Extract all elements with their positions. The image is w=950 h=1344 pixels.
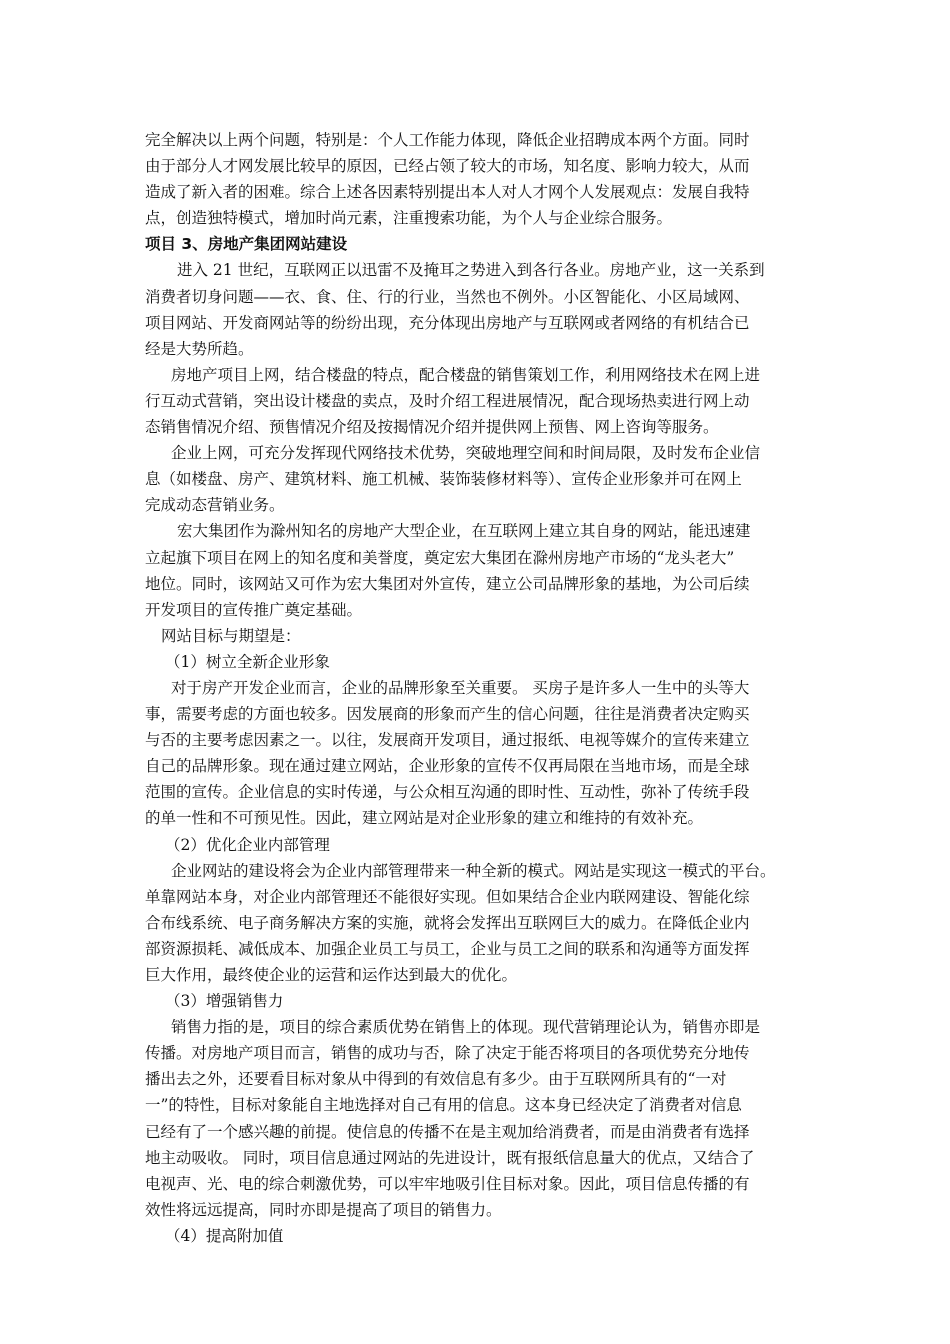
text-line: 完全解决以上两个问题，特别是：个人工作能力体现，降低企业招聘成本两个方面。同时 xyxy=(145,131,750,149)
text-line: 的单一性和不可预见性。因此，建立网站是对企业形象的建立和维持的有效补充。 xyxy=(145,809,704,828)
text-line: 企业上网，可充分发挥现代网络技术优势，突破地理空间和时间局限，及时发布企业信 xyxy=(171,444,761,463)
text-line: 效性将远远提高，同时亦即是提高了项目的销售力。 xyxy=(145,1200,502,1219)
text-line: 开发项目的宣传推广奠定基础。 xyxy=(145,600,363,619)
text-line: 单靠网站本身，对企业内部管理还不能很好实现。但如果结合企业内联网建设、智能化综 xyxy=(145,887,750,906)
text-line: 已经有了一个感兴趣的前提。使信息的传播不在是主观加给消费者，而是由消费者有选择 xyxy=(145,1122,750,1141)
text-line: （1）树立全新企业形象 xyxy=(165,652,330,671)
text-line: 消费者切身问题——衣、食、住、行的行业，当然也不例外。小区智能化、小区局域网、 xyxy=(145,287,750,306)
text-line: 进入 21 世纪，互联网正以迅雷不及掩耳之势进入到各行各业。房地产业，这一关系到 xyxy=(177,261,765,280)
text-line: 传播。对房地产项目而言，销售的成功与否，除了决定于能否将项目的各项优势充分地传 xyxy=(145,1044,750,1063)
text-line: 经是大势所趋。 xyxy=(145,339,254,358)
text-line: 部资源损耗、减低成本、加强企业员工与员工，企业与员工之间的联系和沟通等方面发挥 xyxy=(145,939,750,958)
text-line: 播出去之外，还要看目标对象从中得到的有效信息有多少。由于互联网所具有的“一对 xyxy=(145,1070,727,1089)
text-line: 立起旗下项目在网上的知名度和美誉度，奠定宏大集团在滁州房地产市场的“龙头老大” xyxy=(145,548,735,567)
text-line: 自己的品牌形象。现在通过建立网站，企业形象的宣传不仅再局限在当地市场，而是全球 xyxy=(145,757,750,776)
text-line: 地主动吸收。 同时，项目信息通过网站的先进设计，既有报纸信息量大的优点，又结合了 xyxy=(145,1148,755,1167)
text-line: 宏大集团作为滁州知名的房地产大型企业，在互联网上建立其自身的网站，能迅速建 xyxy=(177,522,751,541)
text-line: 对于房产开发企业而言，企业的品牌形象至关重要。 买房子是许多人一生中的头等大 xyxy=(171,678,750,697)
text-line: （3）增强销售力 xyxy=(165,992,284,1011)
text-line: （4）提高附加值 xyxy=(165,1226,284,1245)
text-line: 由于部分人才网发展比较早的原因，已经占领了较大的市场，知名度、影响力较大，从而 xyxy=(145,157,750,176)
text-line: 企业网站的建设将会为企业内部管理带来一种全新的模式。网站是实现这一模式的平台。 xyxy=(171,861,776,880)
text-line: 网站目标与期望是： xyxy=(161,626,301,645)
document-body xyxy=(145,127,825,1249)
text-line: 范围的宣传。企业信息的实时传递，与公众相互沟通的即时性、互动性，弥补了传统手段 xyxy=(145,783,750,802)
text-line: 事，需要考虑的方面也较多。因发展商的形象而产生的信心问题，往往是消费者决定购买 xyxy=(145,705,750,724)
text-line: 点，创造独特模式，增加时尚元素，注重搜索功能，为个人与企业综合服务。 xyxy=(145,209,673,228)
text-line: 与否的主要考虑因素之一。以往，发展商开发项目，通过报纸、电视等媒介的宣传来建立 xyxy=(145,731,750,750)
text-line: 销售力指的是，项目的综合素质优势在销售上的体现。现代营销理论认为，销售亦即是 xyxy=(171,1018,761,1037)
text-line: （2）优化企业内部管理 xyxy=(165,835,330,854)
text-line: 巨大作用，最终使企业的运营和运作达到最大的优化。 xyxy=(145,966,518,984)
text-line: 息（如楼盘、房产、建筑材料、施工机械、装饰装修材料等）、宣传企业形象并可在网上 xyxy=(145,470,742,489)
text-line: 地位。同时，该网站又可作为宏大集团对外宣传，建立公司品牌形象的基地，为公司后续 xyxy=(145,574,750,593)
text-line: 电视声、光、电的综合刺激优势，可以牢牢地吸引住目标对象。因此，项目信息传播的有 xyxy=(145,1174,750,1193)
text-line: 合布线系统、电子商务解决方案的实施，就将会发挥出互联网巨大的威力。在降低企业内 xyxy=(145,913,750,932)
text-line: 房地产项目上网，结合楼盘的特点，配合楼盘的销售策划工作，利用网络技术在网上进 xyxy=(171,365,761,384)
text-line: 行互动式营销，突出设计楼盘的卖点，及时介绍工程进展情况，配合现场热卖进行网上动 xyxy=(145,391,750,410)
text-line: 一”的特性，目标对象能自主地选择对自己有用的信息。这本身已经决定了消费者对信息 xyxy=(145,1096,742,1115)
section-heading: 项目 3、房地产集团网站建设 xyxy=(145,235,348,254)
text-line: 态销售情况介绍、预售情况介绍及按揭情况介绍并提供网上预售、网上咨询等服务。 xyxy=(145,418,719,437)
text-line: 完成动态营销业务。 xyxy=(145,496,285,515)
text-line: 项目网站、开发商网站等的纷纷出现，充分体现出房地产与互联网或者网络的有机结合已 xyxy=(145,313,750,332)
text-line: 造成了新入者的困难。综合上述各因素特别提出本人对人才网个人发展观点：发展自我特 xyxy=(145,183,750,202)
